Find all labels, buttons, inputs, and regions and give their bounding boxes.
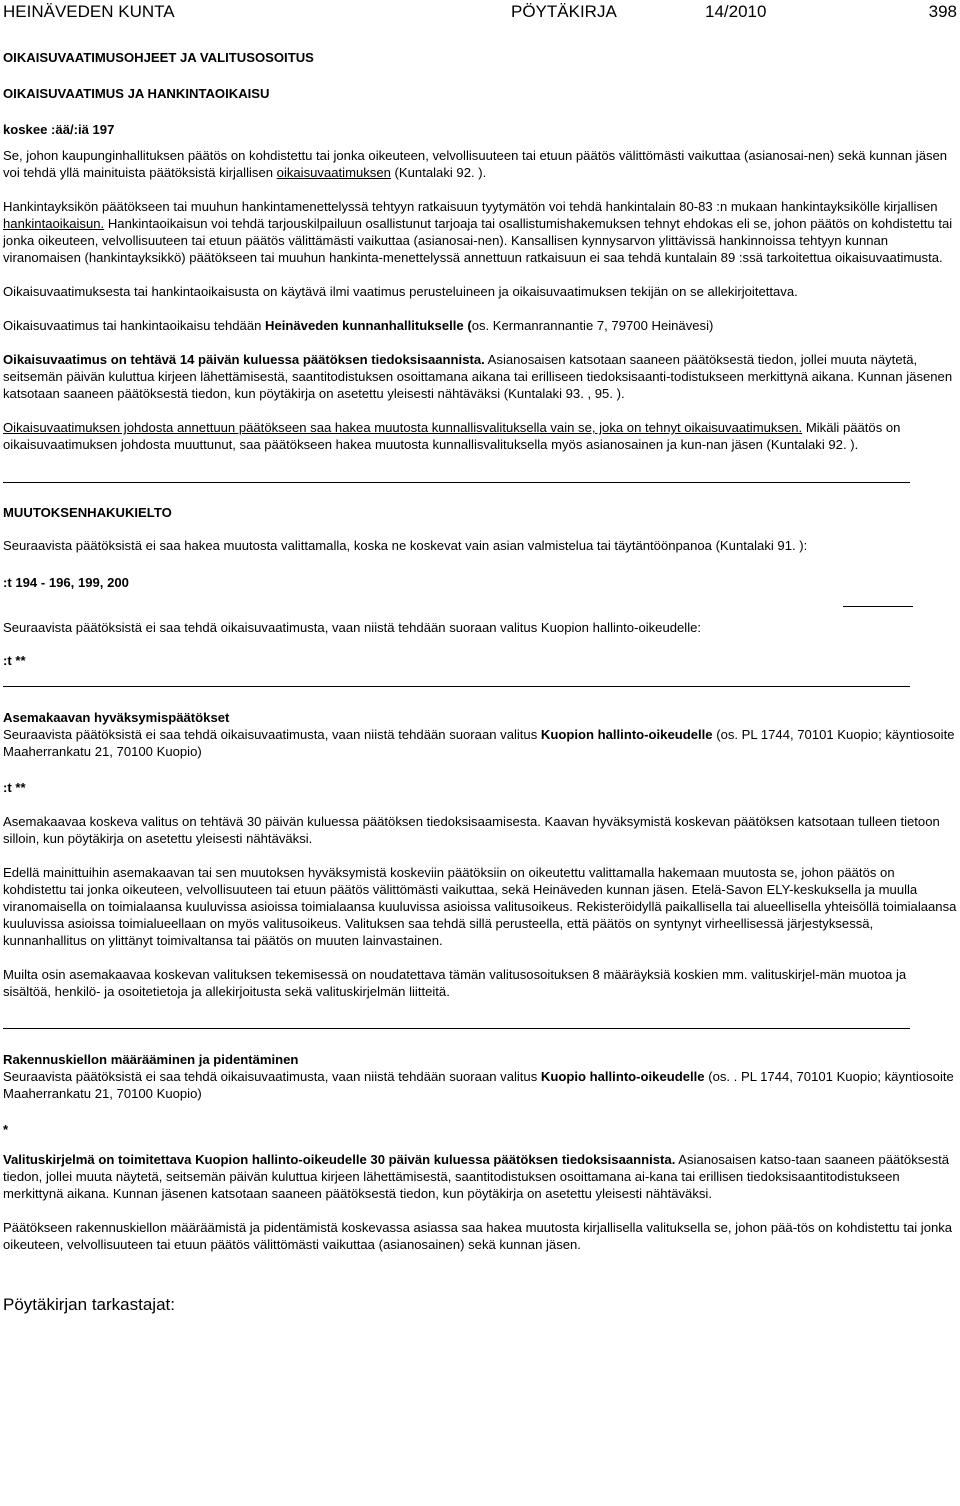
sub-title: OIKAISUVAATIMUS JA HANKINTAOIKAISU <box>3 86 270 101</box>
separator-line-3 <box>3 1028 910 1029</box>
paragraph-oikaisuvaatimus: Se, johon kaupunginhallituksen päätös on kohdistettu tai jonka oikeuteen, velvollisuuteen tai etuun päätös välittömästi vaikuttaa (asianosai-nen) sekä kunnan jäsen voi tehdä yllä mainituista päätöksistä kirjallisen oikaisuvaatimuksen (Kuntalaki 92. ). <box>3 148 948 180</box>
signature-label: Pöytäkirjan tarkastajat: <box>3 1295 175 1314</box>
asemakaava-muut-osat: Muilta osin asemakaavaa koskevan valituksen tekemisessä on noudatettava tämän valitusosoituksen 8 määräyksiä koskien mm. valituskirjel-män muotoa ja sisältöä, henkilö- ja osoitetietoja ja allekirjoitusta sekä valituskirjelmän liitteitä. <box>3 967 907 999</box>
document-body <box>3 46 957 1316</box>
suoraan-valitus-paragraph: Seuraavista päätöksistä ei saa tehdä oikaisuvaatimusta, vaan niistä tehdään suoraan valitus Kuopion hallinto-oikeudelle: <box>3 620 702 635</box>
separator-line <box>3 482 910 483</box>
paragraph-deadline: Oikaisuvaatimus on tehtävä 14 päivän kuluessa päätöksen tiedoksisaannista. Asianosaisen katsotaan saaneen päätöksestä tiedon, jollei muuta näytetä, seitsemän päivän kuluttua kirjeen lähettämisestä, saantitodistuksen osoittamana aikana tai erilliseen tiedoksisaanti-todistukseen merkittynä aikana. Kunnan jäsenen katsotaan saaneen päätöksestä tiedon, kun pöytäkirja on asetettu yleisesti nähtäväksi (Kuntalaki 93. , 95. ). <box>3 352 953 401</box>
paragraph-hankintaoikaisu: Hankintayksikön päätökseen tai muuhun hankintamenettelyssä tehtyyn ratkaisuun tyytymätön voi tehdä hankintalain 80-83 :n mukaan hankintayksikölle kirjallisen hankintaoikaisun. Hankintaoikaisun voi tehdä tarjouskilpailuun osallistunut tarjoaja tai osallistumishakemuksen tehnyt ehdokas eli se, johon päätös on kohdistettu tai jonka oikeuteen, velvollisuuteen tai etuun päätös välittämästi vaikuttaa (asianosai-nen). Kansallisen kynnysarvon ylittävissä hankinnoissa tehtyyn kunnan viranomaisen (hankintayksikkö) päätökseen tai muuhun hankinta-menettelyssä annettuun ratkaisuun ei saa tehdä kuntalain 89 :ssä tarkoitettua oikaisuvaatimusta. <box>3 199 953 265</box>
asemakaava-title: Asemakaavan hyväksymispäätökset <box>3 710 230 725</box>
paragraph-recipient: Oikaisuvaatimus tai hankintaoikaisu tehdään Heinäveden kunnanhallitukselle (os. Kermanrannantie 7, 79700 Heinävesi) <box>3 318 714 333</box>
page-number: 398 <box>928 2 957 21</box>
muutoksenhakukielto-paragraph: Seuraavista päätöksistä ei saa hakea muutosta valittamalla, koska ne koskevat vain asian valmistelua tai täytäntöönpanoa (Kuntalaki 91. ): <box>3 538 808 553</box>
rakennuskielto-deadline: Valituskirjelmä on toimitettava Kuopion hallinto-oikeudelle 30 päivän kuluessa päätöksen tiedoksisaannista. Asianosaisen katso-taan saaneen päätöksestä tiedon, jollei muuta näytetä, seitsemän päivän kuluttua kirjeen lähettämisestä, saantitodistuksen osoittamana ai-kana tai erillisen tiedoksisaantitodistukseen merkittynä aikana. Kunnan jäsenen katsotaan saaneen päätöksestä tiedon, kun pöytäkirja on asetettu yleisesti nähtäväksi. <box>3 1152 950 1201</box>
separator-short <box>843 606 913 607</box>
asemakaava-valitusoikeus: Edellä mainittuihin asemakaavan tai sen muutoksen hyväksymistä koskeviin päätöksiin on oikeutettu valittamalla hakemaan muutosta se, johon päätös on kohdistettu tai jonka oikeuteen, velvollisuuteen tai etuun päätös välittömästi vaikuttaa, sekä Heinäveden kunnan jäsen. Etelä-Savon ELY-keskuksella ja muulla viranomaisella on toimialaansa kuuluvissa asioissa toimialaansa kuuluvissa asioissa valitusoikeus. Rekisteröidyllä paikallisella tai alueellisella yhteisöllä toimialaansa kuuluvissa asioissa toimialueellaan on myös valitusoikeus. Valituksen saa tehdä sillä perusteella, että päätös on syntynyt virheellisessä järjestyksessä, kunnanhallitus on ylittänyt toimivaltansa tai päätös on muuten lainvastainen. <box>3 865 957 948</box>
asemakaava-paragraph: Seuraavista päätöksistä ei saa tehdä oikaisuvaatimusta, vaan niistä tehdään suoraan valitus Kuopion hallinto-oikeudelle (os. PL 1744, 70101 Kuopio; käyntiosoite Maaherrankatu 21, 70100 Kuopio) <box>3 727 955 759</box>
municipality-name: HEINÄVEDEN KUNTA <box>3 2 175 21</box>
rakennuskielto-title: Rakennuskiellon määrääminen ja pidentäminen <box>3 1052 299 1067</box>
asemakaava-deadline: Asemakaavaa koskeva valitus on tehtävä 30 päivän kuluessa päätöksen tiedoksisaamisesta. Kaavan hyväksymistä koskevan päätöksen katsotaan tulleen tietoon silloin, kun pöytäkirja on asetettu yleisesti nähtäväksi. <box>3 814 940 846</box>
rakennuskielto-paragraph: Seuraavista päätöksistä ei saa tehdä oikaisuvaatimusta, vaan niistä tehdään suoraan valitus Kuopio hallinto-oikeudelle (os. . PL 1744, 70101 Kuopio; käyntiosoite Maaherrankatu 21, 70100 Kuopio) <box>3 1069 954 1101</box>
paragraph-appeal-after: Oikaisuvaatimuksen johdosta annettuun päätökseen saa hakea muutosta kunnallisvalituksella vain se, joka on tehnyt oikaisuvaatimuksen. Mikäli päätös on oikaisuvaatimuksen johdosta muuttunut, saa päätökseen hakea muutosta kunnallisvalituksella myös asianosainen ja kun-nan jäsen (Kuntalaki 92. ). <box>3 420 901 452</box>
koskee-line: koskee :ää/:iä 197 <box>3 122 115 137</box>
paragraph-vaatimus-perusteluineen: Oikaisuvaatimuksesta tai hankintaoikaisusta on käytävä ilmi vaatimus perusteluineen ja oikaisuvaatimuksen tekijän on se allekirjoitettava. <box>3 284 798 299</box>
asemakaava-list: :t ** <box>3 780 26 795</box>
document-type: PÖYTÄKIRJA <box>511 2 617 21</box>
page-header <box>3 0 957 26</box>
oikaisuvaatimus-link: oikaisuvaatimuksen <box>276 165 391 180</box>
main-title: OIKAISUVAATIMUSOHJEET JA VALITUSOSOITUS <box>3 50 314 65</box>
minutes-number: 14/2010 <box>705 2 767 21</box>
rakennuskielto-list: * <box>3 1122 9 1137</box>
rakennuskielto-valitusoikeus: Päätökseen rakennuskiellon määräämistä ja pidentämistä koskevassa asiassa saa hakea muutosta kirjallisella valituksella se, johon pää-tös on kohdistettu tai jonka oikeuteen, velvollisuuteen tai etuun päätös välittömästi vaikuttaa (asianosainen) sekä kunnan jäsen. <box>3 1220 953 1252</box>
suoraan-valitus-list: :t ** <box>3 653 26 668</box>
muutoksenhakukielto-title: MUUTOKSENHAKUKIELTO <box>3 505 172 520</box>
hankintaoikaisu-link: hankintaoikaisun. <box>3 216 105 231</box>
separator-line-2 <box>3 686 910 687</box>
muutoksenhakukielto-list: :t 194 - 196, 199, 200 <box>3 575 129 590</box>
